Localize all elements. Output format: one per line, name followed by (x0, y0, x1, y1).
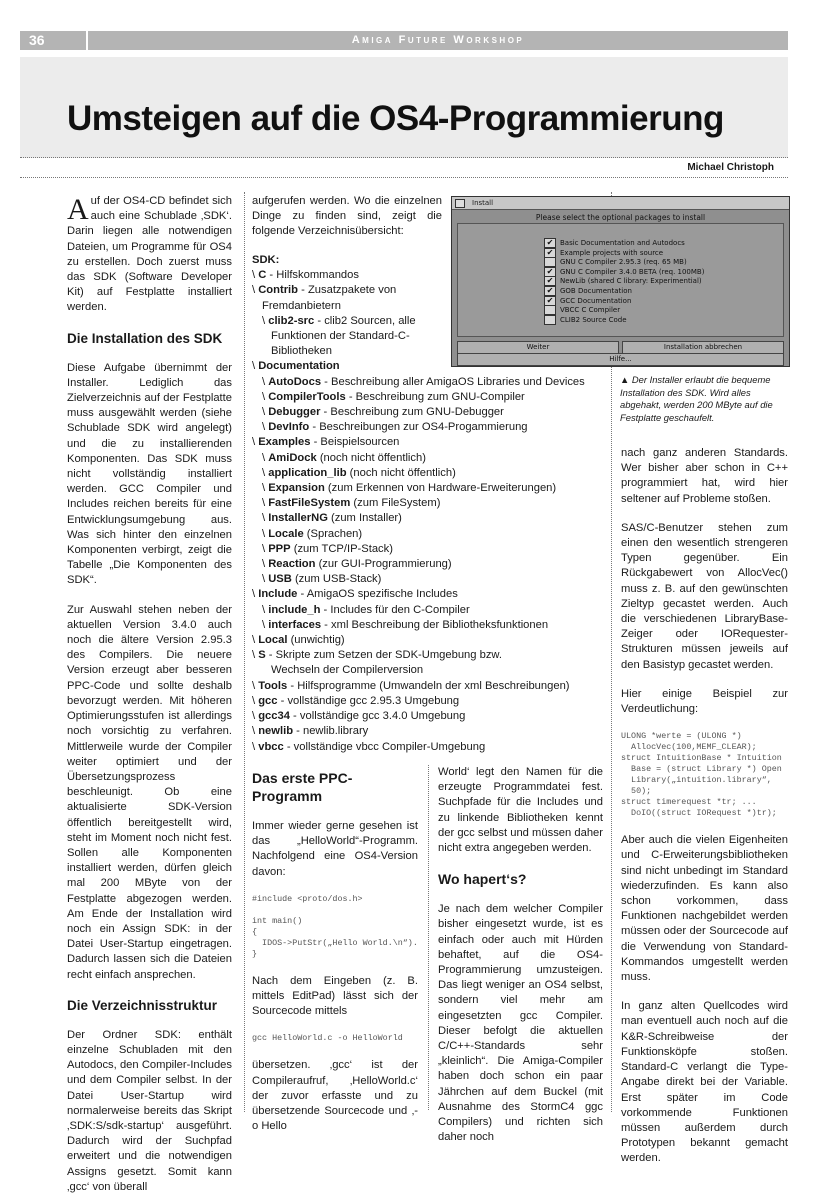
tree-entry-name: Contrib (258, 284, 298, 297)
tree-entry-desc: newlib.library (302, 725, 369, 738)
package-label: GNU C Compiler 3.4.0 BETA (req. 100MB) (560, 267, 705, 276)
tree-entry-name: Debugger (268, 406, 321, 419)
tree-entry: \ FastFileSystem (zum FileSystem) (262, 497, 441, 510)
installer-title: Install (472, 199, 494, 207)
caption-text: Der Installer erlaubt die bequeme Installation des SDK. Wird alles abgehakt, werden 200 MByte auf die Festplatte geschaufelt. (620, 374, 773, 423)
package-item (544, 267, 704, 277)
tree-entry: \ Local (unwichtig) (252, 634, 345, 647)
package-item (544, 238, 685, 248)
package-list (457, 223, 784, 337)
tree-entry-desc: (zum TCP/IP-Stack) (293, 542, 393, 555)
tree-entry: \ C - Hilfskommandos (252, 269, 359, 282)
tree-entry-name: Tools (258, 679, 288, 692)
author-divider (20, 177, 788, 178)
tree-entry-name: Documentation (258, 360, 340, 373)
tree-entry-desc: AmigaOS spezifische Includes (306, 588, 458, 601)
tree-entry-desc: Hilfskommandos (276, 269, 359, 282)
tree-entry-desc: Beschreibung zum GNU-Debugger (330, 406, 504, 419)
installer-titlebar (452, 197, 789, 210)
tree-entry-name: C (258, 269, 267, 282)
tree-entry-name: Expansion (268, 482, 325, 495)
package-item (544, 286, 632, 296)
close-gadget-icon (455, 199, 465, 208)
checkbox-icon (544, 315, 556, 325)
column-divider (244, 192, 245, 1112)
checkmark-icon: ✔ (544, 267, 556, 277)
package-item (544, 296, 631, 306)
installer-screenshot (451, 196, 790, 367)
tree-entry-desc: xml Beschreibung der Bibliotheksfunktionen (331, 618, 549, 631)
column-4 (621, 446, 788, 1167)
column-3 (438, 765, 603, 1145)
tree-entry-name: CompilerTools (268, 390, 346, 403)
paragraph: Hier einige Beispiel zur Verdeutlichung: (621, 687, 788, 716)
tree-entry-desc: (unwichtig) (290, 634, 345, 647)
tree-entry-desc: (noch nicht öffentlich) (319, 451, 426, 464)
tree-entry-name: Examples (258, 436, 311, 449)
package-label: NewLib (shared C library: Experimential) (560, 277, 702, 286)
title-divider (20, 157, 788, 158)
tree-entry: \ gcc34 - vollständige gcc 3.4.0 Umgebung (252, 710, 466, 723)
column-2-lower (252, 765, 418, 1134)
package-item (544, 276, 702, 286)
tree-entry-desc: Beschreibungen zur OS4-Progammierung (319, 421, 528, 434)
tree-entry-desc: Bibliotheken (271, 345, 332, 358)
tree-entry-desc: Skripte zum Setzen der SDK-Umgebung bzw. (275, 649, 502, 662)
paragraph: übersetzen. ‚gcc‘ ist der Compileraufruf, ‚HelloWorld.c‘ der zuvor erfasste und zu übersetzende Sourcecode und ‚-o Hello (252, 1059, 418, 1133)
triangle-icon: ▲ (620, 374, 630, 385)
tree-entry: \ Examples - Beispielsourcen (252, 436, 400, 449)
column-1 (67, 194, 232, 1195)
tree-entry: \ Debugger - Beschreibung zum GNU-Debugger (262, 406, 504, 419)
tree-entry: \ USB (zum USB-Stack) (262, 573, 382, 586)
heading-installation: Die Installation des SDK (67, 330, 223, 346)
tree-entry: \ interfaces - xml Beschreibung der Bibliotheksfunktionen (262, 618, 549, 631)
intro-paragraph (67, 194, 232, 316)
heading-problems: Wo hapert‘s? (438, 871, 527, 888)
tree-entry-name: clib2-src (268, 314, 315, 327)
heading-first-program: Das erste PPC-Programm (252, 770, 353, 804)
tree-entry: \ PPP (zum TCP/IP-Stack) (262, 542, 393, 555)
tree-entry-name: include_h (268, 603, 321, 616)
drop-cap: A (67, 193, 89, 226)
tree-entry-name: InstallerNG (268, 512, 328, 525)
package-label: GNU C Compiler 2.95.3 (req. 65 MB) (560, 258, 687, 267)
heading-directory-structure: Die Verzeichnisstruktur (67, 997, 218, 1013)
tree-entry: \ Documentation (252, 360, 340, 373)
column-divider (428, 765, 429, 1110)
tree-entry-name: Locale (268, 527, 304, 540)
tree-entry-name: AutoDocs (268, 375, 322, 388)
tree-entry-desc: Beschreibung aller AmigaOS Libraries und Devices (331, 375, 585, 388)
package-label: VBCC C Compiler (560, 306, 621, 315)
tree-entry: \ AutoDocs - Beschreibung aller AmigaOS Libraries und Devices (262, 375, 585, 388)
paragraph: Nach dem Eingeben (z. B. mittels EditPad) lässt sich der Sourcecode mittels (252, 974, 418, 1018)
intro-text: uf der OS4-CD befindet sich auch eine Schublade ‚SDK‘. Darin liegen alle notwendigen Dateien, um Programme für OS4 zu erstellen. Doch zuerst muss das SDK (Software Developer Kit) auf Festplatte installiert werden. (67, 195, 232, 314)
paragraph: Aber auch die vielen Eigenheiten und C-Erweiterungsbibliotheken sind nicht unbedingt im Standard wiederzufinden. Es kann also schon vorkommen, dass Funktionen nachgebildet werden müssen oder der Sourcecode auf die Verwendung von Standard-Kommandos umgestellt werden muss. (621, 834, 788, 984)
paragraph: Je nach dem welcher Compiler bisher eingesetzt wurde, ist es einfach oder auch mit Hürden behaftet, auf die OS4-Programmierung umzusteigen. Das liegt weniger an OS4 selbst, sondern viel mehr am eingesetzten gcc Compiler. Dieser befolgt die aktuellen C/C++-Standards sehr „kleinlich“. Die Amiga-Compiler haben doch schon ein paar Jährchen auf dem Buckel (mit Ausnahme des StormC4 ggc Compilers) und richten sich daher noch (438, 903, 603, 1144)
tree-entry-desc: vollständige vbcc Compiler-Umgebung (293, 740, 486, 753)
tree-entry: \ Reaction (zur GUI-Programmierung) (262, 558, 452, 571)
tree-entry-name: newlib (258, 725, 294, 738)
checkmark-icon: ✔ (544, 296, 556, 306)
tree-entry: \ InstallerNG (zum Installer) (262, 512, 402, 525)
tree-entry: \ application_lib (noch nicht öffentlich) (262, 466, 456, 479)
tree-entry-name: PPP (268, 542, 291, 555)
tree-entry-desc: Beispielsourcen (320, 436, 400, 449)
next-button: Weiter (457, 341, 619, 354)
package-item (544, 305, 620, 315)
package-label: CLIB2 Source Code (560, 315, 627, 324)
paragraph: Diese Aufgabe übernimmt der Installer. Lediglich das Zielverzeichnis auf der Festplatte muss ausgewählt werden (siehe Schublade SDK wird angelegt) und die zu installierenden Komponenten. Das SDK muss nicht vollständig installiert werden. GCC Compiler und Includes reichen bereits für eine Entwicklungsumgebung aus. Was sich hinter den einzelnen Komponenten verbirgt, zeigt die Tabelle „Die Komponenten des SDK“. (67, 361, 232, 587)
tree-entry: \ Include - AmigaOS spezifische Includes (252, 588, 458, 601)
package-label: Basic Documentation and Autodocs (560, 239, 685, 247)
tree-entry-name: S (258, 649, 266, 662)
checkmark-icon: ✔ (544, 238, 556, 248)
tree-entry-name: Include (258, 588, 298, 601)
tree-entry-desc: (zur GUI-Programmierung) (318, 558, 452, 571)
tree-entry-name: interfaces (268, 618, 322, 631)
tree-entry-desc: Wechseln der Compilerversion (271, 664, 424, 677)
tree-entry-desc: Beschreibung zum GNU-Compiler (355, 390, 525, 403)
author: Michael Christoph (687, 162, 774, 173)
tree-entry: \ DevInfo - Beschreibungen zur OS4-Progammierung (262, 421, 528, 434)
tree-entry: \ Expansion (zum Erkennen von Hardware-Erweiterungen) (262, 482, 557, 495)
help-button: Hilfe... (457, 353, 784, 366)
tree-entry-desc: Fremdanbietern (262, 299, 341, 312)
tree-entry-desc: Hilfsprogramme (Umwandeln der xml Beschreibungen) (297, 679, 570, 692)
tree-entry-desc: clib2 Sourcen, alle (324, 314, 416, 327)
figure-caption (620, 374, 788, 424)
tree-entry (252, 663, 612, 678)
paragraph: In ganz alten Quellcodes wird man eventuell auch noch auf die K&R-Schreibweise der Funktionsköpfe stoßen. Standard-C verlangt die Type-Angabe direkt bei der Variable. Erst später im Code vorkommende Funktionen müssen außerdem durch Prototypen bekannt gemacht werden. (621, 1000, 788, 1165)
paragraph: aufgerufen werden. Wo die einzelnen Dinge zu finden sind, zeigt die folgende Verzeichnisübersicht: (252, 195, 442, 238)
abort-button: Installation abbrechen (622, 341, 784, 354)
tree-entry-desc: (zum Erkennen von Hardware-Erweiterungen) (327, 482, 557, 495)
tree-entry: \ clib2-src - clib2 Sourcen, alle (262, 314, 416, 327)
checkmark-icon: ✔ (544, 248, 556, 258)
checkmark-icon: ✔ (544, 276, 556, 286)
tree-entry: \ include_h - Includes für den C-Compiler (262, 603, 470, 616)
tree-entry-desc: vollständige gcc 2.95.3 Umgebung (287, 694, 460, 707)
package-item (544, 315, 627, 325)
paragraph: SAS/C-Benutzer stehen zum einen den wesentlich strengeren Typen gegenüber. Ein Rückgabewert von AllocVec() muss z. B. auf den gewünschten Zieltyp gecastet werden. Auch die verschiedenen LibraryBase-Zeiger oder IORequester-Strukturen müssen jeweils auf den Basistyp gecastet werden. (621, 521, 788, 671)
page-number: 36 (29, 32, 45, 48)
tree-entry: \ newlib - newlib.library (252, 725, 369, 738)
tree-entry-desc: Includes für den C-Compiler (330, 603, 470, 616)
tree-entry-name: Local (258, 634, 288, 647)
tree-entry-desc: (zum Installer) (331, 512, 402, 525)
tree-entry-name: SDK: (252, 254, 280, 266)
code-helloworld: #include <proto/dos.h> int main() { IDOS->PutStr(„Hello World.\n“). } (252, 893, 418, 959)
package-label: Example projects with source (560, 248, 664, 257)
paragraph: Der Ordner SDK: enthält einzelne Schubladen mit den Autodocs, den Compiler-Includes und dem Compiler selbst. In der Datei User-Startup wird normalerweise bereits das Skript ‚SDK:S/sdk-startup‘ ausgeführt. Dadurch wird der Suchpfad erweitert und die notwendigen Assigns gesetzt. Somit kann ‚gcc‘ von überall (67, 1028, 232, 1193)
tree-entry: \ Locale (Sprachen) (262, 527, 363, 540)
tree-entry-name: gcc (258, 694, 278, 707)
tree-entry-desc: vollständige gcc 3.4.0 Umgebung (299, 710, 466, 723)
package-label: GOB Documentation (560, 287, 632, 295)
checkbox-icon (544, 257, 556, 267)
tree-entry: \ S - Skripte zum Setzen der SDK-Umgebung bzw. (252, 649, 502, 662)
tree-entry-desc: (Sprachen) (306, 527, 363, 540)
tree-entry-name: USB (268, 573, 292, 586)
section-title: Amiga Future Workshop (351, 34, 525, 46)
tree-entry-desc: (zum FileSystem) (353, 497, 441, 510)
tree-entry-desc: Zusatzpakete von (307, 284, 397, 297)
checkmark-icon: ✔ (544, 286, 556, 296)
package-item (544, 257, 687, 267)
header-bar (20, 31, 788, 50)
column-2 (252, 194, 442, 254)
tree-entry: \ AmiDock (noch nicht öffentlich) (262, 451, 426, 464)
tree-entry-desc: (zum USB-Stack) (294, 573, 382, 586)
tree-entry: \ gcc - vollständige gcc 2.95.3 Umgebung (252, 694, 460, 707)
tree-entry: \ Tools - Hilfsprogramme (Umwandeln der xml Beschreibungen) (252, 679, 570, 692)
tree-entry-name: vbcc (258, 740, 284, 753)
tree-entry: \ vbcc - vollständige vbcc Compiler-Umgebung (252, 740, 486, 753)
tree-entry: \ CompilerTools - Beschreibung zum GNU-Compiler (262, 390, 525, 403)
tree-entry-name: Reaction (268, 558, 316, 571)
tree-entry-name: FastFileSystem (268, 497, 351, 510)
package-label: GCC Documentation (560, 296, 632, 305)
paragraph: nach ganz anderen Standards. Wer bisher aber schon in C++ programmiert hat, wird hier seltener auf Probleme stoßen. (621, 447, 788, 505)
code-compile: gcc HelloWorld.c -o HelloWorld (252, 1033, 403, 1044)
tree-entry-name: gcc34 (258, 710, 290, 723)
tree-entry: \ Contrib - Zusatzpakete von (252, 284, 397, 297)
tree-entry-name: AmiDock (268, 451, 317, 464)
paragraph: Immer wieder gerne gesehen ist das „HelloWorld“-Programm. Nachfolgend eine OS4-Version davon: (252, 820, 418, 878)
paragraph: Zur Auswahl stehen neben der aktuellen Version 3.4.0 auch noch die ältere Version 2.95.3 des Compilers. Die neuere Version erzeugt aber besseren PPC-Code und sollte deshalb bevorzugt werden. Mit höheren Optimierungsstufen ist allerdings noch vorsichtig zu verfahren. Mittlerweile wurde der Compiler weiter optimiert und der Übersetzungsprozess beschleunigt. Ob eine aktualisierte SDK-Version öffentlich bereitgestellt wird, steht im Moment noch nicht fest. Sollen alle Komponenten installiert werden, dürfen gleich mal 200 MByte von der Festplatte abgezogen werden. Am Ende der Installation wird noch ein Assign SDK: in der Datei User-Startup eingetragen. Dadurch lassen sich die Dateien recht einfach ansprechen. (67, 603, 232, 981)
tree-entry-desc: (noch nicht öffentlich) (349, 466, 456, 479)
paragraph: World‘ legt den Namen für die erzeugte Programmdatei fest. Suchpfade für die Includes und zu linkende Bibliotheken kennt der gcc selbst und müssen daher nicht extra angegeben werden. (438, 766, 603, 855)
tree-entry-name: DevInfo (268, 421, 310, 434)
tree-entry-name: application_lib (268, 466, 347, 479)
installer-prompt: Please select the optional packages to install (535, 213, 706, 222)
article-title: Umsteigen auf die OS4-Programmierung (67, 99, 724, 138)
tree-entry-desc: Funktionen der Standard-C- (271, 330, 410, 343)
code-casts: ULONG *werte = (ULONG *) AllocVec(100,MEMF_CLEAR); struct IntuitionBase * Intuition Base = (struct Library *) Open Library(„intuition.library“, 50); struct timerequest *tr; ... DoIO((struct IORequest *)tr); (621, 731, 782, 819)
checkbox-icon (544, 305, 556, 315)
package-item (544, 248, 663, 258)
